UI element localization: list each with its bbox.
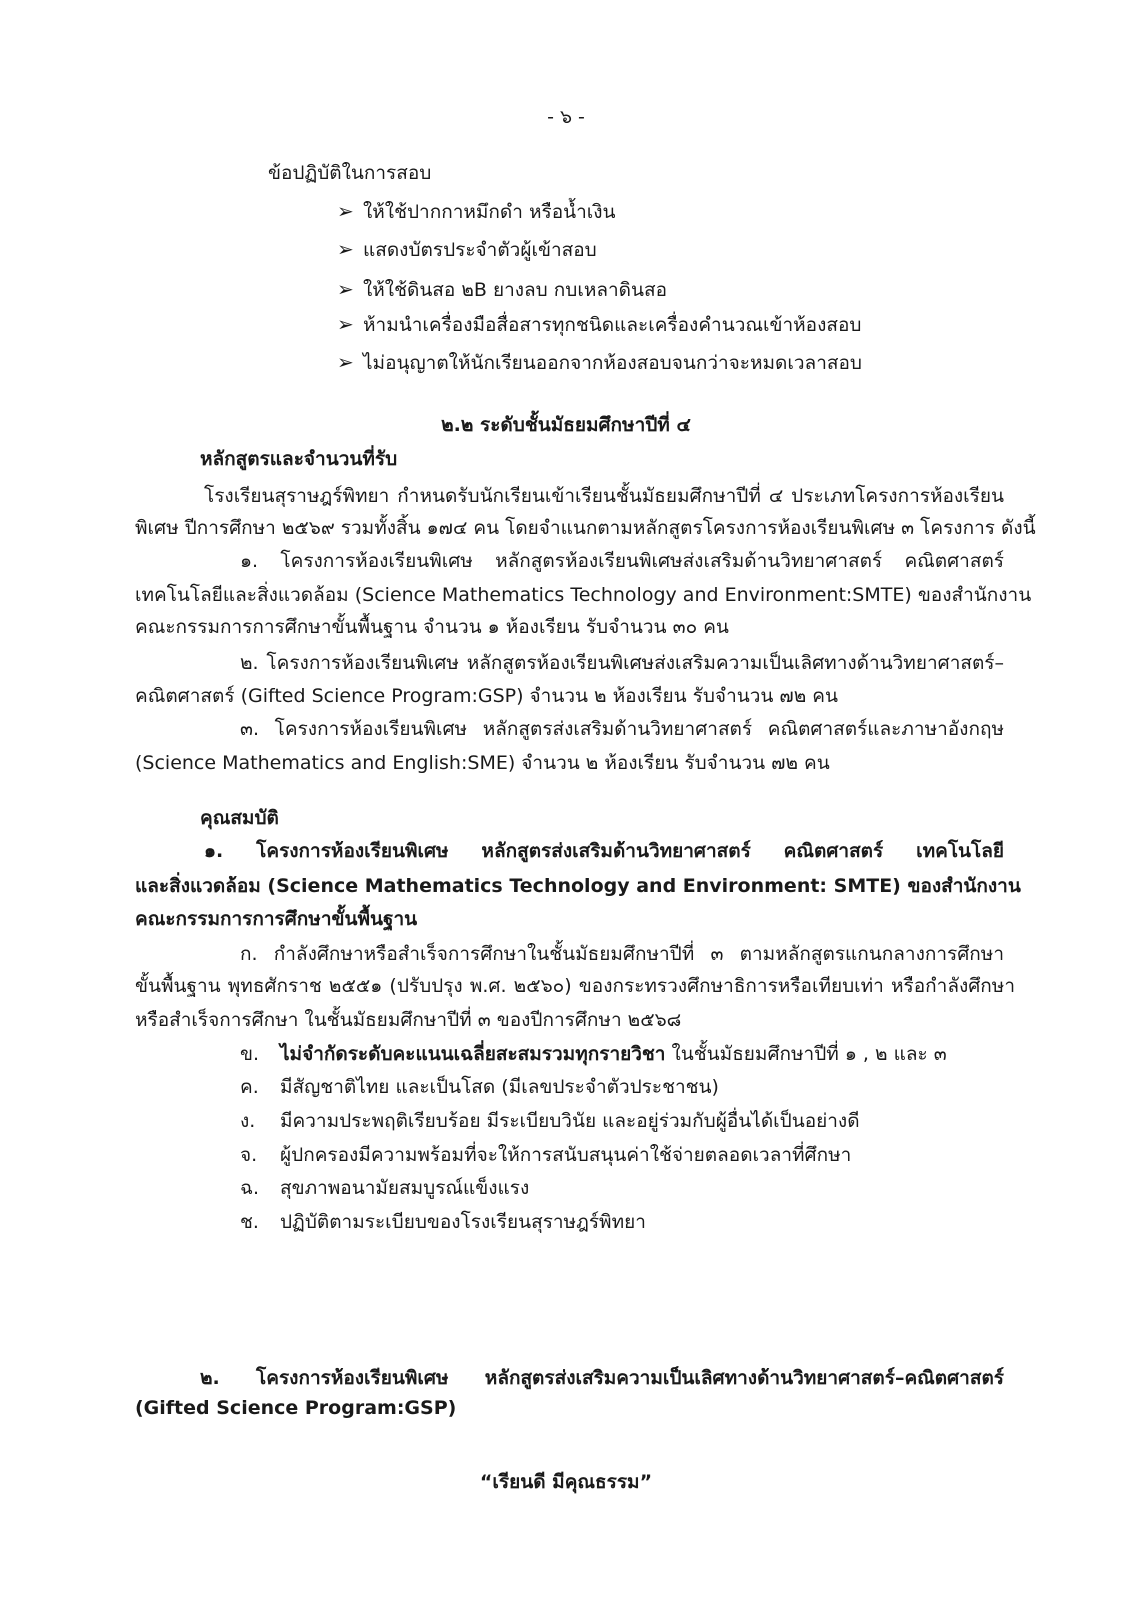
item-label: ช. bbox=[240, 1211, 259, 1233]
arrow-bullet-icon: ➢ bbox=[337, 350, 354, 374]
programs-intro-line: โรงเรียนสุราษฎร์พิทยา กำหนดรับนักเรียนเข้าเรียนชั้นมัธยมศึกษาปีที่ ๔ ประเภทโครงการห้องเรียน bbox=[204, 485, 1004, 507]
qualification-item-a-line: ก. กำลังศึกษาหรือสำเร็จการศึกษาในชั้นมัธยมศึกษาปีที่ ๓ ตามหลักสูตรแกนกลางการศึกษา bbox=[240, 943, 1004, 965]
qualification-item-a-line: หรือสำเร็จการศึกษา ในชั้นมัธยมศึกษาปีที่ ๓ ของปีการศึกษา ๒๕๖๘ bbox=[135, 1009, 682, 1031]
exam-rule-item: ➢ แสดงบัตรประจำตัวผู้เข้าสอบ bbox=[337, 237, 597, 261]
program-3-line: ๓. โครงการห้องเรียนพิเศษ หลักสูตรส่งเสริมด้านวิทยาศาสตร์ คณิตศาสตร์และภาษาอังกฤษ bbox=[240, 718, 1004, 740]
arrow-bullet-icon: ➢ bbox=[337, 277, 354, 301]
program-2-line: คณิตศาสตร์ (Gifted Science Program:GSP) จำนวน ๒ ห้องเรียน รับจำนวน ๗๒ คน bbox=[135, 685, 838, 707]
program-1-line: เทคโนโลยีและสิ่งแวดล้อม (Science Mathematics Technology and Environment:SMTE) ของสำนักงาน bbox=[135, 584, 1032, 606]
item-label: ง. bbox=[240, 1110, 256, 1132]
emphasis-text: ไม่จำกัดระดับคะแนนเฉลี่ยสะสมรวมทุกรายวิชา bbox=[280, 1043, 666, 1065]
qualification-section-1-line: ๑. โครงการห้องเรียนพิเศษ หลักสูตรส่งเสริมด้านวิทยาศาสตร์ คณิตศาสตร์ เทคโนโลยี bbox=[204, 840, 1004, 862]
qualification-section-2-line: (Gifted Science Program:GSP) bbox=[135, 1397, 457, 1419]
program-3-line: (Science Mathematics and English:SME) จำนวน ๒ ห้องเรียน รับจำนวน ๗๒ คน bbox=[135, 752, 830, 774]
exam-rule-item: ➢ ห้ามนำเครื่องมือสื่อสารทุกชนิดและเครื่องคำนวณเข้าห้องสอบ bbox=[337, 312, 862, 336]
exam-rule-item: ➢ ให้ใช้ดินสอ ๒B ยางลบ กบเหลาดินสอ bbox=[337, 277, 667, 301]
exam-rules-heading: ข้อปฏิบัติในการสอบ bbox=[268, 162, 432, 184]
item-label: ฉ. bbox=[240, 1177, 259, 1199]
section-title: ๒.๒ ระดับชั้นมัธยมศึกษาปีที่ ๔ bbox=[441, 414, 691, 436]
item-label: ข. bbox=[240, 1043, 260, 1065]
arrow-bullet-icon: ➢ bbox=[337, 312, 354, 336]
qualifications-heading: คุณสมบัติ bbox=[200, 807, 279, 829]
item-label: ค. bbox=[240, 1076, 259, 1098]
qualification-section-2-line: ๒. โครงการห้องเรียนพิเศษ หลักสูตรส่งเสริมความเป็นเลิศทางด้านวิทยาศาสตร์–คณิตศาสตร์ bbox=[200, 1367, 1004, 1389]
program-1-line: ๑. โครงการห้องเรียนพิเศษ หลักสูตรห้องเรียนพิเศษส่งเสริมด้านวิทยาศาสตร์ คณิตศาสตร์ bbox=[240, 550, 1004, 572]
program-2-line: ๒. โครงการห้องเรียนพิเศษ หลักสูตรห้องเรียนพิเศษส่งเสริมความเป็นเลิศทางด้านวิทยาศาสตร์– bbox=[240, 652, 1004, 674]
qualification-section-1-line: และสิ่งแวดล้อม (Science Mathematics Technology and Environment: SMTE) ของสำนักงาน bbox=[135, 875, 1021, 897]
page-number: - ๖ - bbox=[547, 106, 585, 128]
item-label: จ. bbox=[240, 1144, 258, 1166]
footer-motto: “เรียนดี มีคุณธรรม” bbox=[479, 1471, 653, 1493]
qualification-item: ช. ปฏิบัติตามระเบียบของโรงเรียนสุราษฎร์พิทยา bbox=[240, 1207, 646, 1237]
qualification-section-1-line: คณะกรรมการการศึกษาขั้นพื้นฐาน bbox=[135, 908, 418, 930]
program-1-line: คณะกรรมการการศึกษาขั้นพื้นฐาน จำนวน ๑ ห้องเรียน รับจำนวน ๓๐ คน bbox=[135, 616, 729, 638]
exam-rule-item: ➢ ให้ใช้ปากกาหมึกดำ หรือน้ำเงิน bbox=[337, 199, 616, 223]
arrow-bullet-icon: ➢ bbox=[337, 237, 354, 261]
qualification-item-b: ข. ไม่จำกัดระดับคะแนนเฉลี่ยสะสมรวมทุกรายวิชา ในชั้นมัธยมศึกษาปีที่ ๑ , ๒ และ ๓ bbox=[240, 1039, 947, 1069]
qualification-item: ค. มีสัญชาติไทย และเป็นโสด (มีเลขประจำตัวประชาชน) bbox=[240, 1072, 719, 1102]
arrow-bullet-icon: ➢ bbox=[337, 199, 354, 223]
qualification-item: ฉ. สุขภาพอนามัยสมบูรณ์แข็งแรง bbox=[240, 1173, 529, 1203]
qualification-item-a-line: ขั้นพื้นฐาน พุทธศักราช ๒๕๕๑ (ปรับปรุง พ.ศ. ๒๕๖๐) ของกระทรวงศึกษาธิการหรือเทียบเท่า หรือกำลังศึกษา bbox=[135, 975, 1015, 997]
programs-heading: หลักสูตรและจำนวนที่รับ bbox=[200, 448, 398, 470]
qualification-item: ง. มีความประพฤติเรียบร้อย มีระเบียบวินัย และอยู่ร่วมกับผู้อื่นได้เป็นอย่างดี bbox=[240, 1106, 860, 1136]
programs-intro-line: พิเศษ ปีการศึกษา ๒๕๖๙ รวมทั้งสิ้น ๑๗๔ คน โดยจำแนกตามหลักสูตรโครงการห้องเรียนพิเศษ ๓ โครงการ ดังนี้ bbox=[135, 517, 1036, 539]
qualification-item: จ. ผู้ปกครองมีความพร้อมที่จะให้การสนับสนุนค่าใช้จ่ายตลอดเวลาที่ศึกษา bbox=[240, 1140, 851, 1170]
exam-rule-item: ➢ ไม่อนุญาตให้นักเรียนออกจากห้องสอบจนกว่าจะหมดเวลาสอบ bbox=[337, 350, 862, 374]
